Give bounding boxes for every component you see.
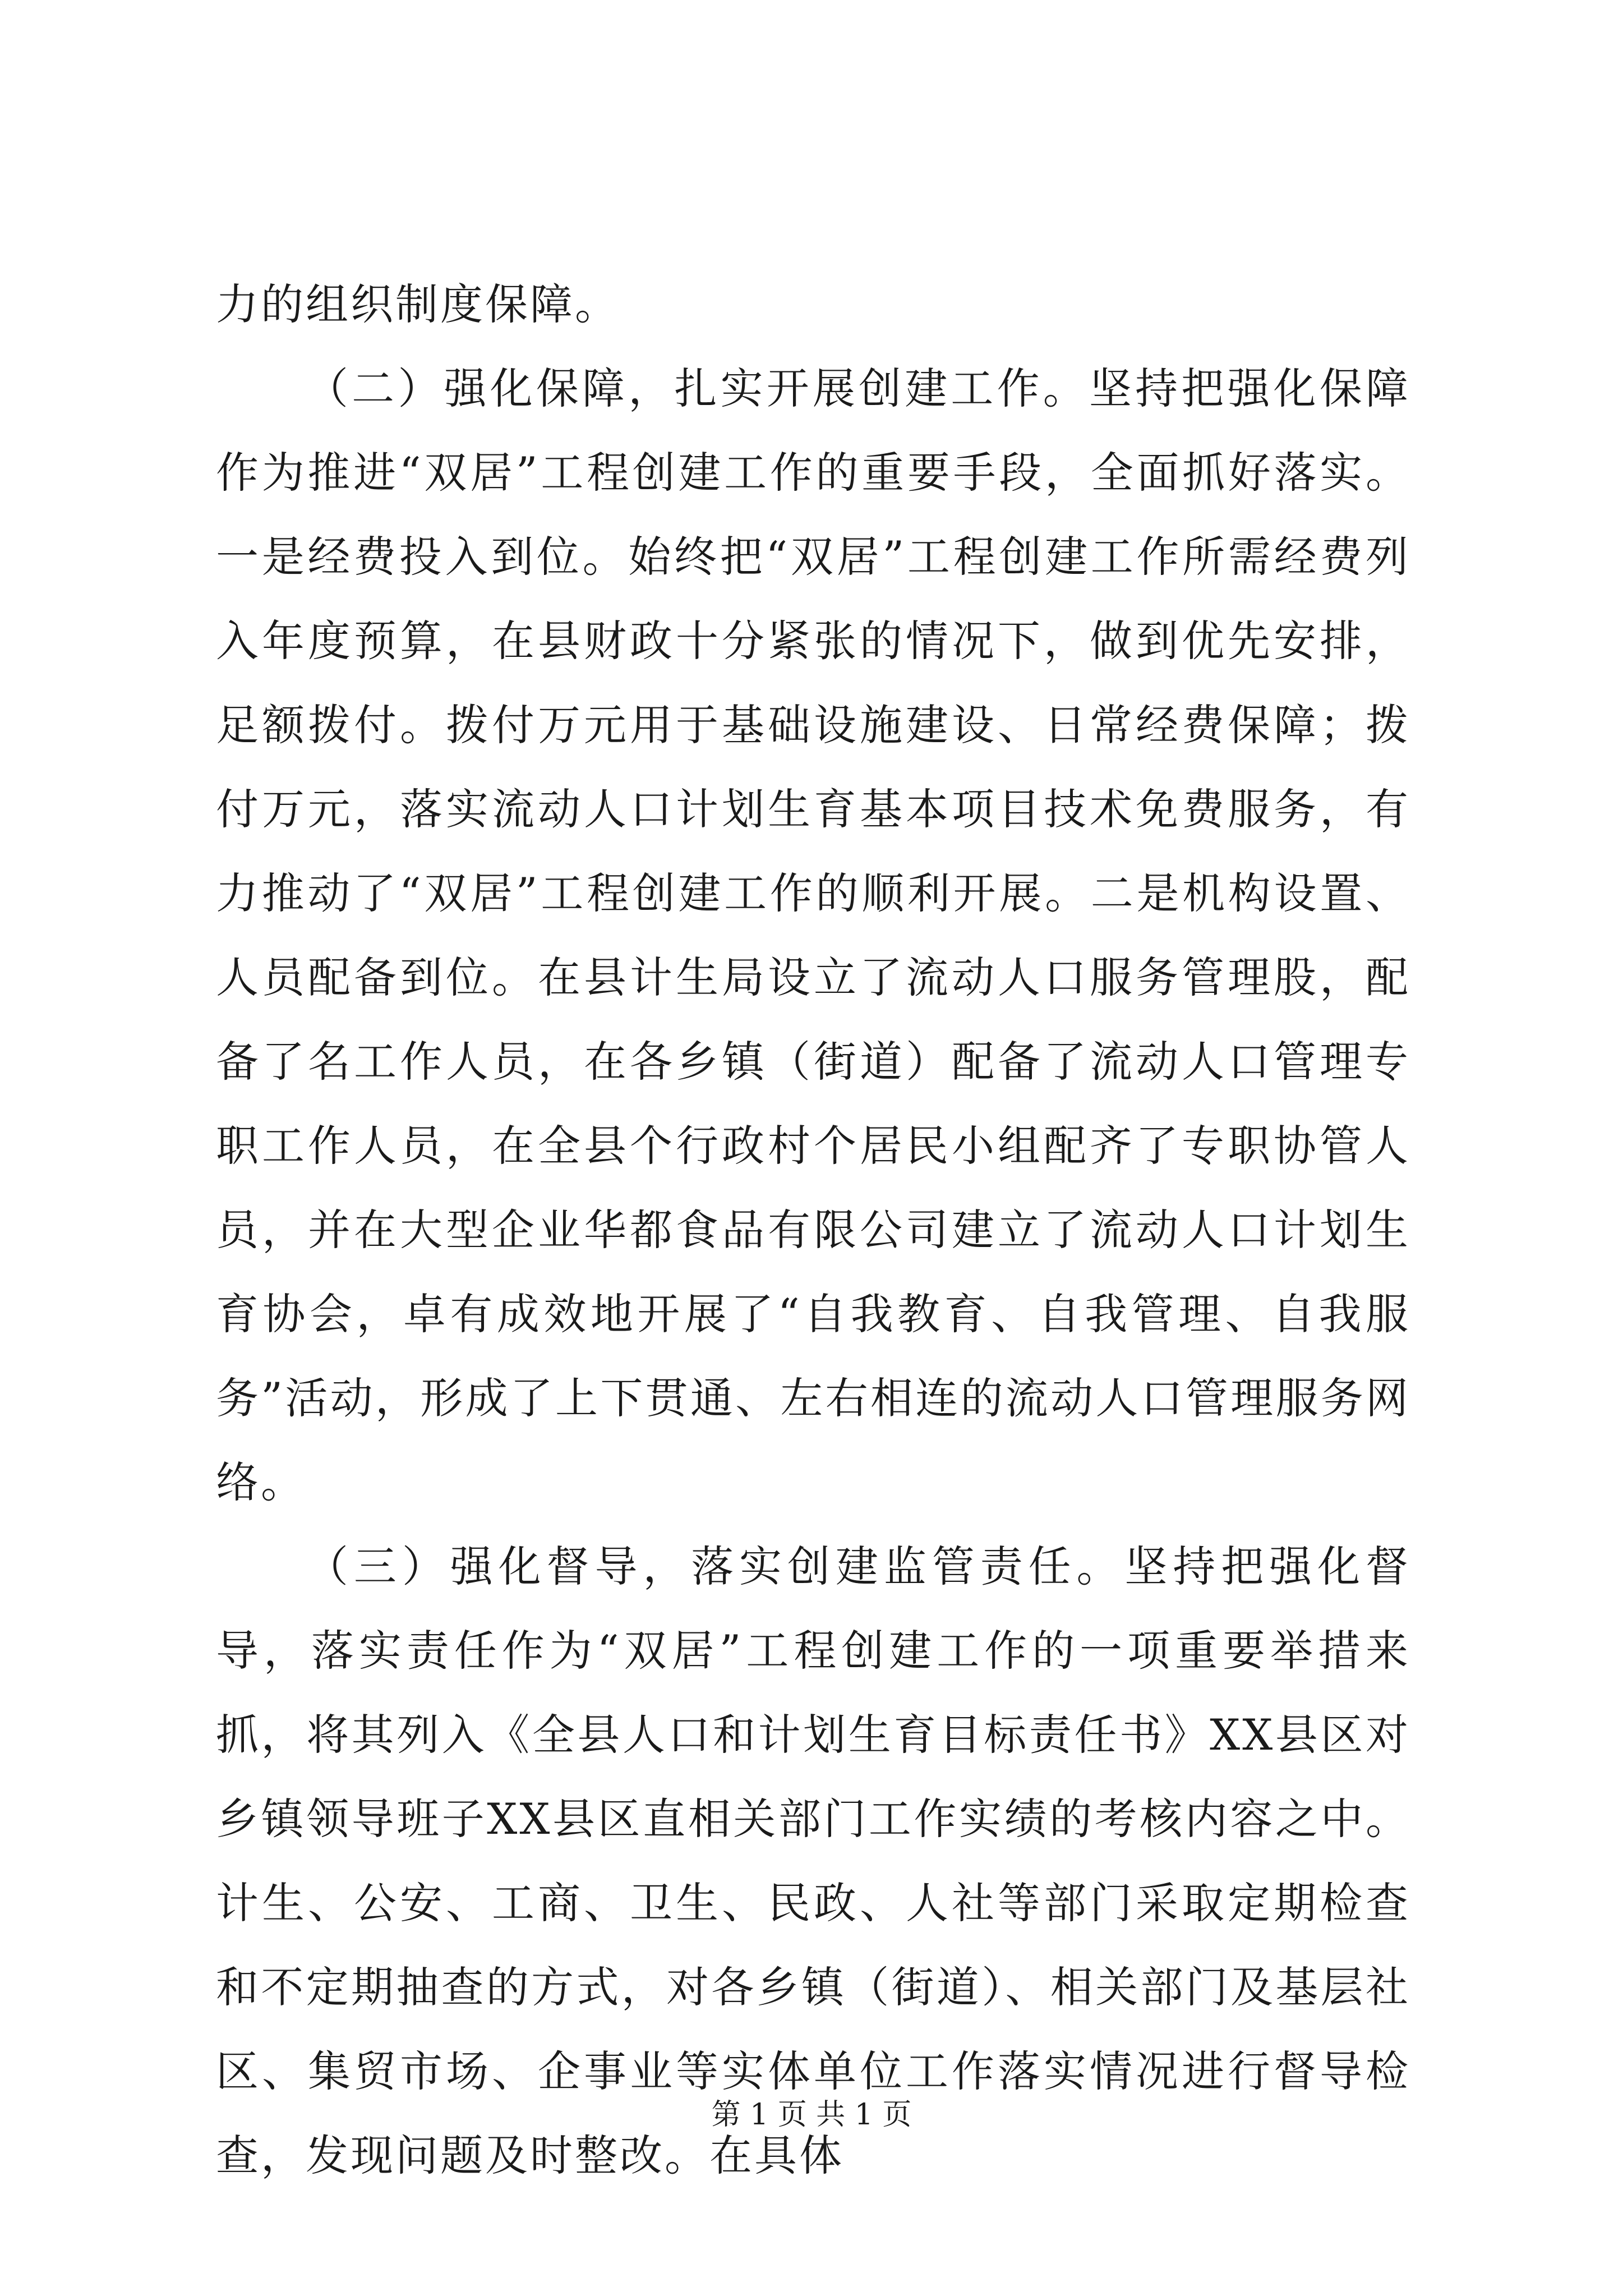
paragraph-3: （三）强化督导，落实创建监管责任。坚持把强化督导，落实责任作为“双居”工程创建工作的一项重要举措来抓，将其列入《全县人口和计划生育目标责任书》XX县区对乡镇领导班子XX县区直相关部门工作实绩的考核内容之中。计生、公安、工商、卫生、民政、人社等部门采取定期检查和不定期抽查的方式，对各乡镇（街道）、相关部门及基层社区、集贸市场、企事业等实体单位工作落实情况进行督导检查，发现问题及时整改。在具体 <box>216 1542 1410 2180</box>
page-footer: 第 1 页 共 1 页 <box>711 2098 912 2132</box>
paragraph-2: （二）强化保障，扎实开展创建工作。坚持把强化保障作为推进“双居”工程创建工作的重要手段，全面抓好落实。一是经费投入到位。始终把“双居”工程创建工作所需经费列入年度预算，在县财政十分紧张的情况下，做到优先安排，足额拨付。拨付万元用于基础设施建设、日常经费保障；拨付万元，落实流动人口计划生育基本项目技术免费服务，有力推动了“双居”工程创建工作的顺利开展。二是机构设置、人员配备到位。在县计生局设立了流动人口服务管理股，配备了名工作人员，在各乡镇（街道）配备了流动人口管理专职工作人员，在全县个行政村个居民小组配齐了专职协管人员，并在大型企业华都食品有限公司建立了流动人口计划生育协会，卓有成效地开展了“自我教育、自我管理、自我服务”活动，形成了上下贯通、左右相连的流动人口管理服务网络。 <box>216 364 1410 1507</box>
paragraph-1: 力的组织制度保障。 <box>216 279 620 329</box>
document-body <box>216 263 1410 2198</box>
